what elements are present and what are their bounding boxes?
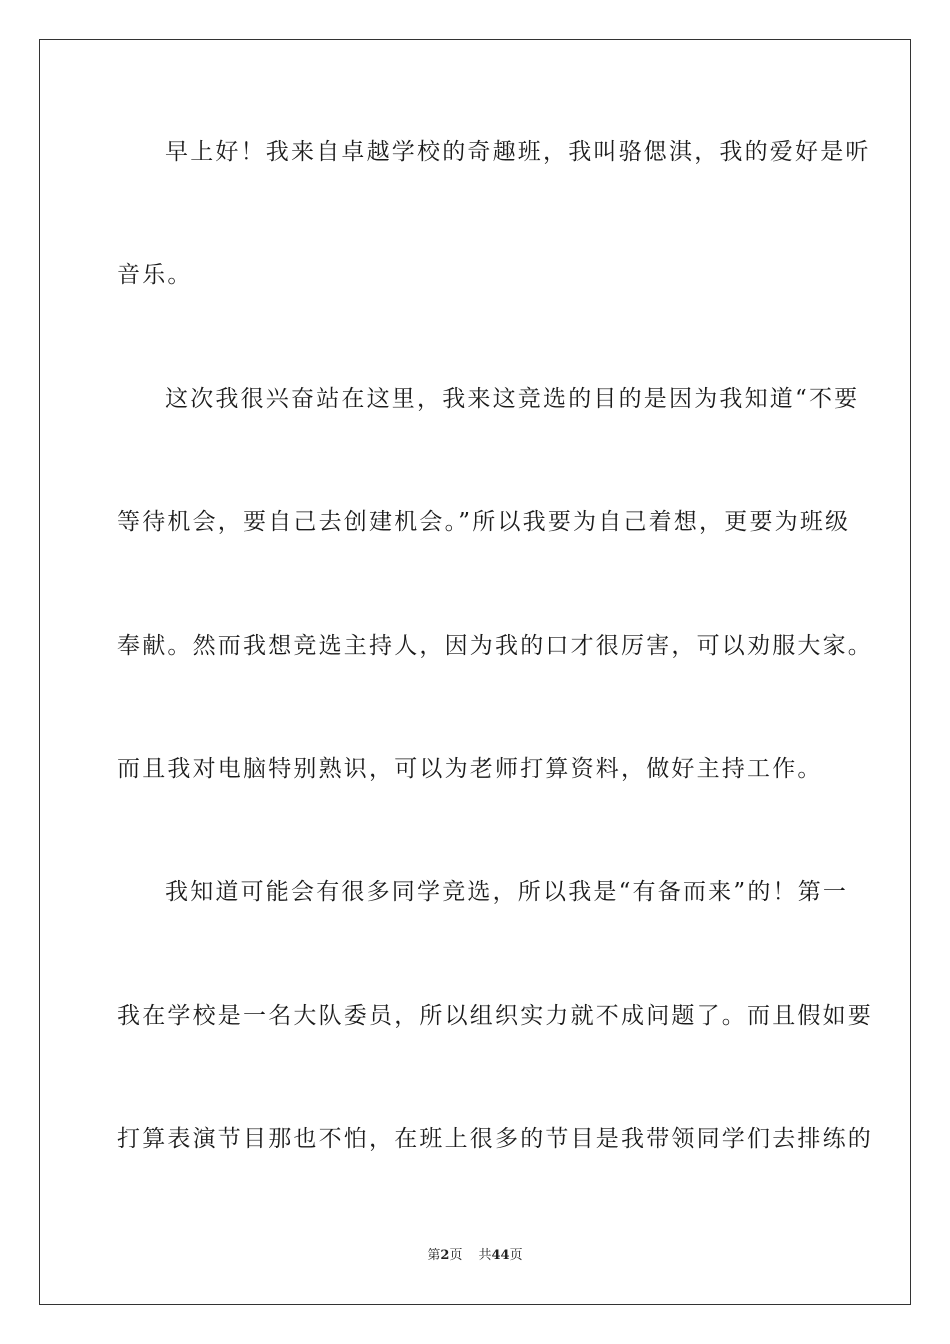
page-suffix: 页 [449,1248,463,1263]
total-prefix: 共 [478,1248,492,1263]
page-border [39,39,911,1305]
paragraph-1-line-1: 早上好！我来自卓越学校的奇趣班，我叫骆偲淇，我的爱好是听 [165,139,871,165]
total-suffix: 页 [509,1248,523,1263]
page-prefix: 第 [427,1248,441,1263]
paragraph-3-line-1: 我知道可能会有很多同学竞选，所以我是“有备而来”的！第一 [165,879,849,905]
total-pages: 44 [491,1248,510,1263]
page-number: 2 [440,1248,450,1263]
paragraph-2-line-4: 而且我对电脑特别熟识，可以为老师打算资料，做好主持工作。 [117,756,823,782]
page-footer [0,1247,950,1265]
paragraph-3-line-2: 我在学校是一名大队委员，所以组织实力就不成问题了。而且假如要 [117,1003,873,1029]
paragraph-2-line-2: 等待机会，要自己去创建机会。”所以我要为自己着想，更要为班级 [117,509,851,535]
paragraph-2-line-1: 这次我很兴奋站在这里，我来这竞选的目的是因为我知道“不要 [165,386,860,412]
paragraph-1-line-2: 音乐。 [117,262,193,288]
paragraph-2-line-3: 奉献。然而我想竞选主持人，因为我的口才很厉害，可以劝服大家。 [117,633,873,659]
paragraph-3-line-3: 打算表演节目那也不怕，在班上很多的节目是我带领同学们去排练的 [117,1126,873,1152]
